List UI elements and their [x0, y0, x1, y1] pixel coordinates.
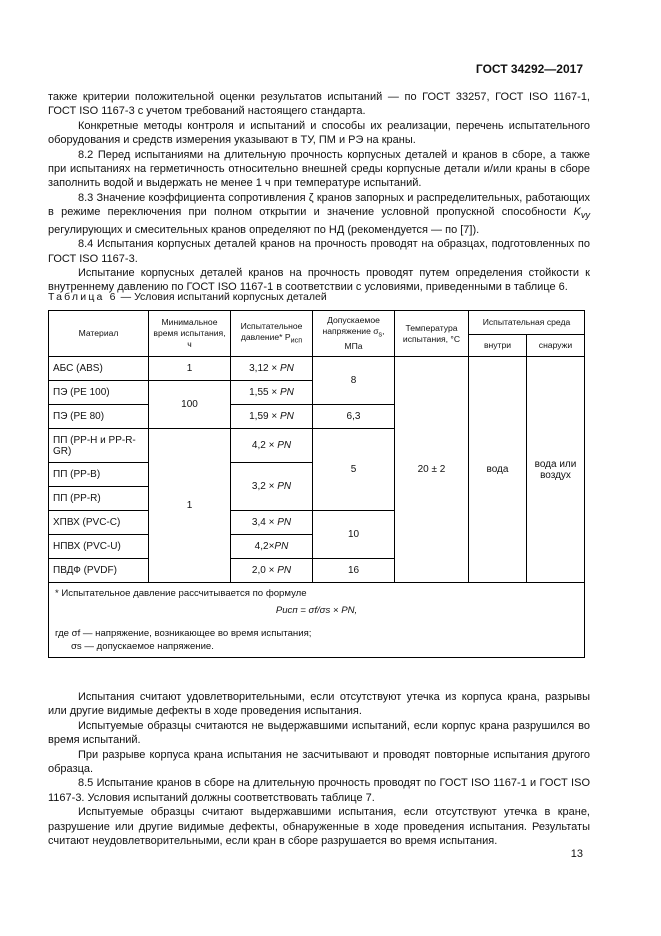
- cell-medium-inside: вода: [469, 357, 527, 583]
- paragraph: 8.4 Испытания корпусных деталей кранов на прочность проводят на образцах, подготовленных по ГОСТ ISO 1167-3.: [48, 238, 590, 265]
- cell-material: ПЭ (PE 100): [49, 381, 149, 405]
- header-min-time: Минимальное время испытания, ч: [149, 311, 231, 357]
- cell-material: ПП (PP-R): [49, 487, 149, 511]
- header-medium: Испытательная среда: [469, 311, 585, 335]
- cell-material: ХПВХ (PVC-C): [49, 511, 149, 535]
- cell-pressure: 3,2 × PN: [231, 463, 313, 511]
- header-inside: внутри: [469, 335, 527, 357]
- cell-stress: 10: [313, 511, 395, 559]
- table-row: [49, 357, 585, 381]
- paragraph: также критерии положительной оценки результатов испытаний — по ГОСТ 33257, ГОСТ ISO 1167-1, ГОСТ ISO 1167-3 с учетом требований настоящего стандарта.: [48, 91, 590, 118]
- header-test-pressure: Испытательное давление* $P_{исп}$: [231, 311, 313, 357]
- note-where: где σf — напряжение, возникающее во время испытания;: [55, 628, 312, 639]
- header-allowed-stress: Допускаемое напряжение $\sigma_s$, МПа: [313, 311, 395, 357]
- paragraph: При разрыве корпуса крана испытания не засчитывают и проводят повторные испытания другого образца.: [48, 748, 590, 776]
- cell-time: 1: [149, 357, 231, 381]
- cell-material: АБС (ABS): [49, 357, 149, 381]
- cell-stress: 8: [313, 357, 395, 405]
- caption-dash: —: [120, 291, 132, 303]
- cell-pressure: 1,55 × PN: [231, 381, 313, 405]
- paragraph: Испытание корпусных деталей кранов на прочность проводят путем определения стойкости к внутреннему давлению по ГОСТ ISO 1167-1 в соответствии с условиями, приведенными в таблице 6.: [48, 267, 590, 294]
- cell-pressure: 2,0 × PN: [231, 559, 313, 583]
- cell-pressure: 4,2 × PN: [231, 429, 313, 463]
- cell-time: 1: [149, 429, 231, 583]
- note-formula: Pисп = σf/σs × PN,: [275, 605, 358, 616]
- document-code: ГОСТ 34292—2017: [475, 62, 583, 76]
- table-label: Таблица 6: [48, 291, 118, 303]
- cell-pressure: 3,12 × PN: [231, 357, 313, 381]
- table-6: [48, 310, 585, 658]
- cell-pressure: 1,59 × PN: [231, 405, 313, 429]
- paragraph: Конкретные методы контроля и испытаний и способы их реализации, перечень испытательного оборудования и средств измерения указывают в ТУ, ПМ и РЭ на краны.: [48, 119, 590, 147]
- cell-material: ПВДФ (PVDF): [49, 559, 149, 583]
- cell-material: ПП (PP-B): [49, 463, 149, 487]
- cell-stress: 5: [313, 429, 395, 511]
- kv-subscript: vy: [580, 210, 591, 221]
- note-where: σs — допускаемое напряжение.: [71, 641, 214, 652]
- paragraph: Испытуемые образцы считают выдержавшими испытания, если отсутствуют утечка в кране, разрушение или другие видимые дефекты, обнаруженные в ходе проведения испытания. Результаты считают неудовлетворительными, если кран в сборе разрушается во время испытания.: [48, 806, 590, 848]
- kv-symbol: K: [573, 206, 581, 219]
- table-caption: [48, 291, 327, 303]
- body-text-top: [48, 90, 590, 295]
- paragraph: Испытания считают удовлетворительными, если отсутствуют утечка из корпуса крана, разрывы или другие видимые дефекты в ходе проведения испытания.: [48, 691, 590, 718]
- paragraph: 8.5 Испытание кранов в сборе на длительную прочность проводят по ГОСТ ISO 1167-1 и ГОСТ ISO 1167-3. Условия испытаний должны соответствовать таблице 7.: [48, 777, 590, 804]
- note-line: * Испытательное давление рассчитывается по формуле: [55, 588, 307, 599]
- paragraph-kv: [48, 191, 590, 237]
- paragraph-text: регулирующих и смесительных кранов определяют по НД (рекомендуется — по [7]).: [48, 223, 480, 236]
- cell-material: НПВХ (PVC-U): [49, 535, 149, 559]
- table-note-row: [49, 583, 585, 658]
- cell-pressure: 4,2×PN: [231, 535, 313, 559]
- paragraph: 8.2 Перед испытаниями на длительную прочность корпусных деталей и кранов в сборе, а также при испытаниях на герметичность относительно внешней среды корпусные детали и/или краны в сборе заполнить водой и выдержать не менее 1 ч при температуре испытаний.: [48, 148, 590, 190]
- header-outside: снаружи: [527, 335, 585, 357]
- paragraph: Испытуемые образцы считаются не выдержавшими испытаний, если корпус крана разрушился во время испытаний.: [48, 719, 590, 747]
- cell-medium-outside: вода или воздух: [527, 357, 585, 583]
- page-number: 13: [570, 848, 583, 860]
- table-title: Условия испытаний корпусных деталей: [134, 291, 327, 303]
- paragraph-text: 8.3 Значение коэффициента сопротивления ζ кранов запорных и распределительных, работающих в режиме переключения при полном открытии и значение условной пропускной способности: [48, 191, 590, 219]
- cell-time: 100: [149, 381, 231, 429]
- header-material: Материал: [49, 311, 149, 357]
- body-text-bottom: [48, 690, 590, 848]
- cell-pressure: 3,4 × PN: [231, 511, 313, 535]
- cell-stress: 16: [313, 559, 395, 583]
- cell-material: ПЭ (PE 80): [49, 405, 149, 429]
- cell-material: ПП (PP-H и PP-R-GR): [49, 429, 149, 463]
- cell-stress: 6,3: [313, 405, 395, 429]
- table-note: [49, 583, 585, 658]
- header-temperature: Температура испытания, °С: [395, 311, 469, 357]
- cell-temperature: 20 ± 2: [395, 357, 469, 583]
